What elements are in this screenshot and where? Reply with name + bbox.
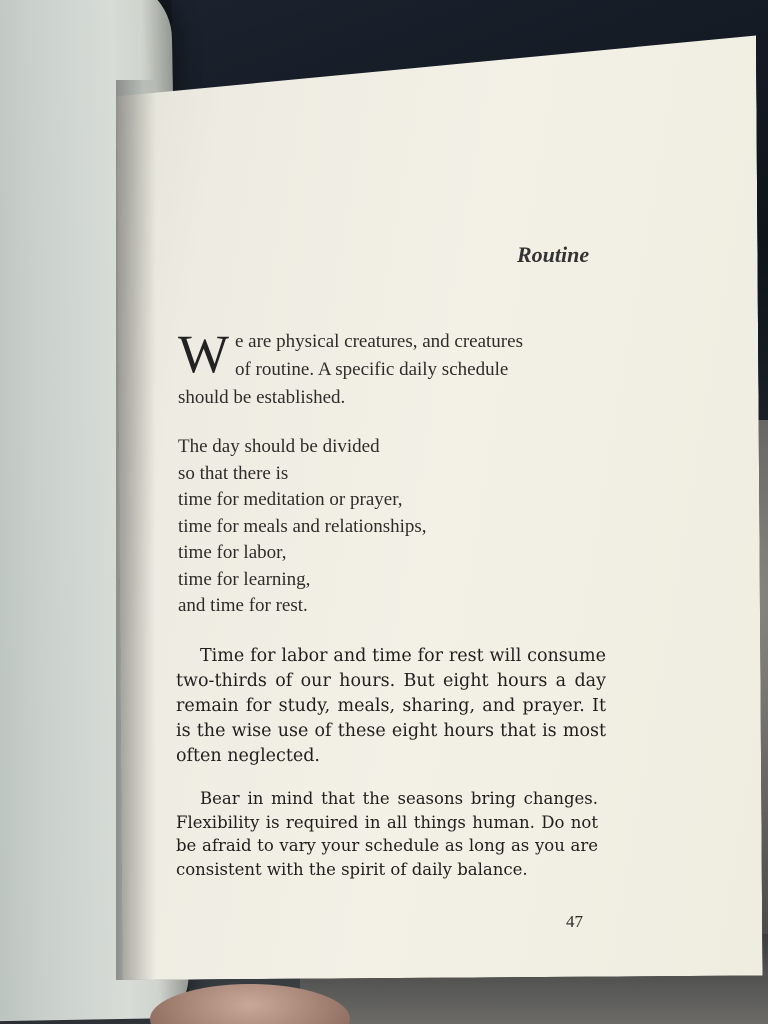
drop-cap: W bbox=[178, 324, 229, 384]
opening-line-1: e are physical creatures, and creatures bbox=[234, 331, 523, 352]
poem-line: time for meals and relationships, bbox=[178, 515, 427, 537]
chapter-title: Routine bbox=[517, 242, 590, 267]
poem-line: time for labor, bbox=[178, 542, 287, 563]
poem-line: and time for rest. bbox=[178, 595, 308, 616]
opening-line-2: of routine. A specific daily schedule bbox=[234, 359, 509, 380]
poem-line: time for meditation or prayer, bbox=[178, 489, 403, 510]
opening-paragraph bbox=[178, 324, 618, 412]
poem-line: The day should be divided bbox=[178, 436, 380, 457]
paragraph-labor-rest: Time for labor and time for rest will consume two-thirds of our hours. But eight hours a day remain for study, meals, sharing, and prayer. It is the wise use of these eight hours that is most often neglected. bbox=[176, 646, 606, 766]
poem-line: so that there is bbox=[178, 462, 289, 484]
page-number: 47 bbox=[566, 912, 583, 931]
opening-line-3: should be established. bbox=[178, 387, 346, 408]
poem-list bbox=[178, 434, 578, 620]
paragraph-seasons: Bear in mind that the seasons bring changes. Flexibility is required in all things human. Do not be afraid to vary your schedule as long as you are consistent with the spirit of daily balance. bbox=[176, 789, 598, 879]
poem-line: time for learning, bbox=[178, 568, 311, 590]
